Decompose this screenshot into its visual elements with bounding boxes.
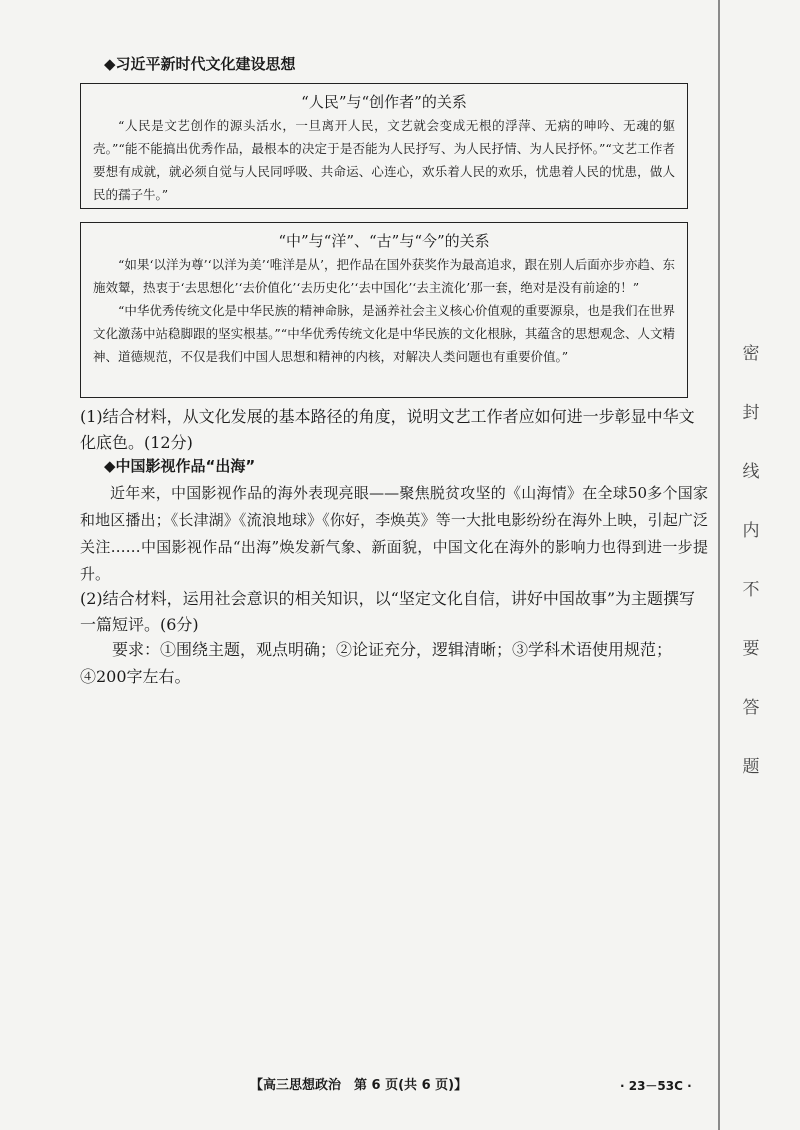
seal-line-notice: [742, 345, 760, 776]
section-heading-culture-thought: ◆习近平新时代文化建设思想: [104, 55, 296, 73]
box-paragraph: “如果‘以洋为尊’‘以洋为美’‘唯洋是从’，把作品在国外获奖作为最高追求，跟在别人后面亦步亦趋、东施效颦，热衷于‘去思想化’‘去价值化’‘去历史化’‘去中国化’‘去主流化’那一套，绝对是没有前途的！”: [93, 257, 675, 295]
seal-char: 封: [742, 403, 760, 423]
section-heading-film-export: ◆中国影视作品“出海”: [104, 457, 256, 475]
question-1: (1)结合材料，从文化发展的基本路径的角度，说明文艺工作者应如何进一步彰显中华文化底色。(12分): [80, 407, 695, 452]
seal-char: 线: [742, 462, 760, 482]
seal-char: 要: [742, 639, 760, 659]
binding-line: [718, 0, 720, 1130]
box-paragraph: “人民是文艺创作的源头活水，一旦离开人民，文艺就会变成无根的浮萍、无病的呻吟、无魂的躯壳。”“能不能搞出优秀作品，最根本的决定于是否能为人民抒写、为人民抒情、为人民抒怀。”“文艺工作者要想有成就，就必须自觉与人民同呼吸、共命运、心连心，欢乐着人民的欢乐，忧患着人民的忧患，做人民的孺子牛。”: [93, 118, 675, 202]
question-2: (2)结合材料，运用社会意识的相关知识，以“坚定文化自信，讲好中国故事”为主题撰写一篇短评。(6分): [80, 589, 696, 634]
box-paragraph: “中华优秀传统文化是中华民族的精神命脉，是涵养社会主义核心价值观的重要源泉，也是我们在世界文化激荡中站稳脚跟的坚实根基。”“中华优秀传统文化是中华民族的文化根脉，其蕴含的思想观念、人文精神、道德规范，不仅是我们中国人思想和精神的内核，对解决人类问题也有重要价值。”: [93, 303, 675, 364]
paragraph-text: 近年来，中国影视作品的海外表现亮眼——聚焦脱贫攻坚的《山海情》在全球50多个国家和地区播出；《长津湖》《流浪地球》《你好，李焕英》等一大批电影纷纷在海外上映，引起广泛关注……中国影视作品“出海”焕发新气象、新面貌，中国文化在海外的影响力也得到进一步提升。: [80, 484, 708, 583]
material-box-people-creators: [80, 83, 688, 209]
seal-char: 密: [742, 344, 760, 364]
answer-requirement: 要求：①围绕主题，观点明确；②论证充分，逻辑清晰；③学科术语使用规范；④200字左右。: [80, 640, 673, 686]
seal-char: 内: [742, 521, 760, 541]
box-title: “人民”与“创作者”的关系: [301, 93, 467, 111]
seal-char: 题: [742, 757, 760, 777]
exam-code: · 23－53C ·: [620, 1079, 692, 1093]
seal-char: 答: [742, 698, 760, 718]
material-box-china-foreign: [80, 222, 688, 398]
box-title: “中”与“洋”、“古”与“今”的关系: [278, 232, 490, 250]
seal-char: 不: [742, 580, 760, 600]
material-paragraph-film: [80, 480, 708, 588]
page-footer: 【高三思想政治 第 6 页(共 6 页)】: [250, 1078, 468, 1093]
